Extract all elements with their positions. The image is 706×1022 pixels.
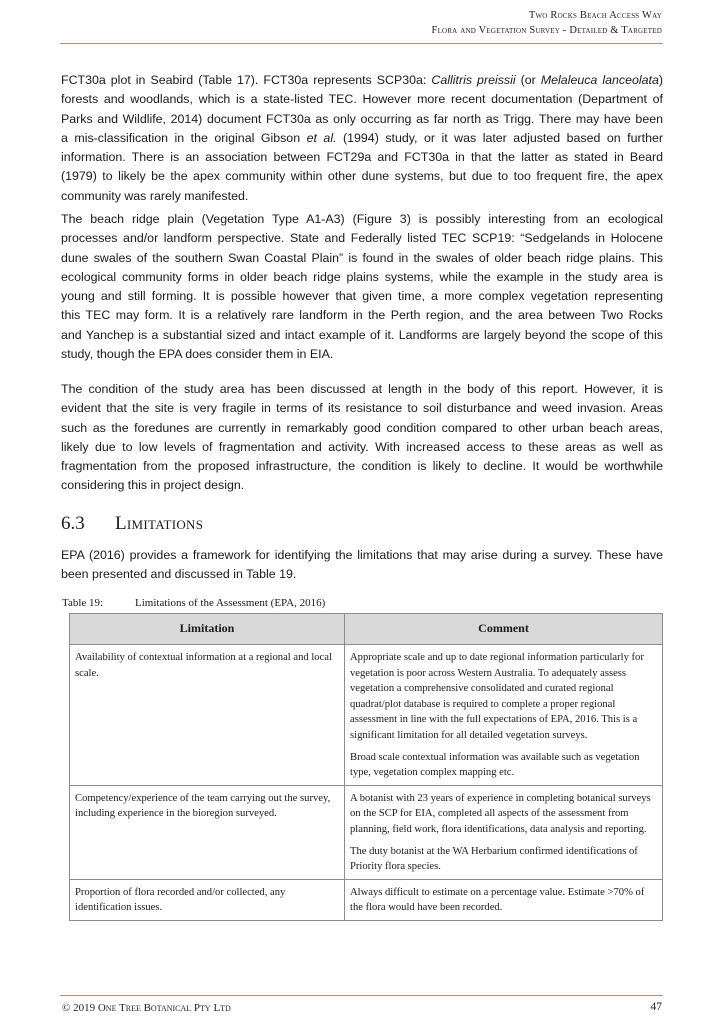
- text-line: The beach ridge plain (Vegetation Type A1-A3) (Figure 3) is possibly interesting from an ecological: [61, 212, 663, 226]
- comment-cell: Appropriate scale and up to date regional information particularly for vegetation is poor across Western Australia. To adequately assess vegetation a comprehensive consolidated and curated regional quadrat/plot database is required to complete a proper regional assessment in line with the full expectations of EPA, 2016. This is a significant limitation for all detailed vegetation surveys. Broad scale contextual information was available such as vegetation type, vegetation complex mapping etc.: [345, 645, 663, 786]
- section-heading: [61, 513, 203, 535]
- header-report-subtitle: Flora and Vegetation Survey - Detailed & Targeted: [431, 25, 662, 36]
- text-line: young and still forming. It is possible however that given time, a more complex vegetation representing: [61, 289, 663, 304]
- footer-copyright: © 2019 One Tree Botanical Pty Ltd: [62, 1002, 231, 1014]
- paragraph-fct30a: [61, 71, 663, 206]
- text-line: Parks and Wildlife, 2014) document FCT30a as only occurring as far north as Trigg. There may have been: [61, 111, 663, 126]
- table-row: [70, 645, 663, 786]
- text-line: study, though the EPA does consider them in EIA.: [61, 347, 334, 362]
- page-header: [432, 8, 662, 38]
- text-line: community was rarely manifested.: [61, 188, 249, 203]
- text-line: and Yanchep is a substantial sized and intact example of it. Landforms are largely beyond the scope of this: [61, 327, 663, 342]
- text-line: this TEC may form. It is a relatively rare landform in the Perth region, and the area between Two Rocks: [61, 308, 663, 323]
- limitations-table: [69, 613, 663, 921]
- table-row: [70, 785, 663, 879]
- text-line: considering this in project design.: [61, 478, 245, 493]
- section-number: 6.3: [61, 513, 85, 534]
- paragraph-epa-framework: [61, 546, 663, 585]
- limitation-cell: Proportion of flora recorded and/or collected, any identification issues.: [70, 879, 345, 920]
- table-caption-label: Table 19:: [62, 597, 104, 609]
- paragraph-condition: [61, 380, 663, 496]
- section-title: Limitations: [115, 513, 204, 534]
- table-caption-text: Limitations of the Assessment (EPA, 2016): [135, 597, 326, 609]
- text-line: FCT30a plot in Seabird (Table 17). FCT30a represents SCP30a: Callitris preissii (or Melaleuca lanceolata): [61, 73, 663, 87]
- text-line: a mis-classification in the original Gibson et al. (1994) study, or it was later adjusted based on further: [61, 130, 663, 145]
- text-line: (1979) to likely be the apex community within other dune systems, but due to too frequent fire, the apex: [61, 169, 663, 184]
- text-line: The condition of the study area has been discussed at length in the body of this report. However, it is: [61, 382, 663, 396]
- text-line: dune swales of the southern Swan Coastal Plain” is found in the swales of older beach ridge plains. This: [61, 250, 663, 265]
- text-line: information. There is an association between FCT29a and FCT30a in that the latter as stated in Beard: [61, 150, 663, 165]
- text-line: evident that the site is very fragile in terms of its resistance to soil disturbance and weed invasion. Areas: [61, 401, 663, 416]
- table-header-row: [70, 614, 663, 645]
- text-line: ecological community forms in older beach ridge plains systems, while the example in the study area is: [61, 269, 663, 284]
- table-row: [70, 879, 663, 920]
- comment-cell: Always difficult to estimate on a percentage value. Estimate >70% of the flora would have been recorded.: [345, 879, 663, 920]
- header-divider: [60, 43, 663, 44]
- footer-divider: [60, 995, 663, 996]
- text-line: EPA (2016) provides a framework for identifying the limitations that may arise during a survey. These have: [61, 548, 663, 562]
- text-line: been presented and discussed in Table 19.: [61, 567, 297, 582]
- limitation-cell: Availability of contextual information at a regional and local scale.: [70, 645, 345, 786]
- table-caption: [62, 597, 325, 609]
- comment-cell: A botanist with 23 years of experience in completing botanical surveys on the SCP for EIA, completed all aspects of the assessment from planning, field work, flora identifications, data analysis and reporting. The duty botanist at the WA Herbarium confirmed identifications of Priority flora species.: [345, 785, 663, 879]
- text-line: such as the foredunes are currently in remarkably good condition compared to other urban beach areas,: [61, 420, 663, 435]
- text-line: likely due to low levels of fragmentation and activity. With increased access to these areas as well as: [61, 439, 663, 454]
- paragraph-beach-ridge: [61, 210, 663, 364]
- column-header-limitation: Limitation: [70, 614, 345, 645]
- text-line: forests and woodlands, which is a state-listed TEC. However more recent documentation (Department of: [61, 92, 663, 107]
- species-name: Callitris preissii: [431, 73, 516, 87]
- text-line: fragmentation from the proposed infrastructure, the condition is likely to decline. It would be worthwhile: [61, 459, 663, 474]
- limitation-cell: Competency/experience of the team carrying out the survey, including experience in the bioregion surveyed.: [70, 785, 345, 879]
- page-number: 47: [650, 1001, 662, 1013]
- citation-etal: et al.: [306, 130, 337, 145]
- column-header-comment: Comment: [345, 614, 663, 645]
- header-report-title: Two Rocks Beach Access Way: [528, 10, 662, 21]
- text-line: processes and/or landform perspective. State and Federally listed TEC SCP19: “Sedgelands in Holocene: [61, 231, 663, 246]
- species-name: Melaleuca lanceolata: [540, 73, 659, 87]
